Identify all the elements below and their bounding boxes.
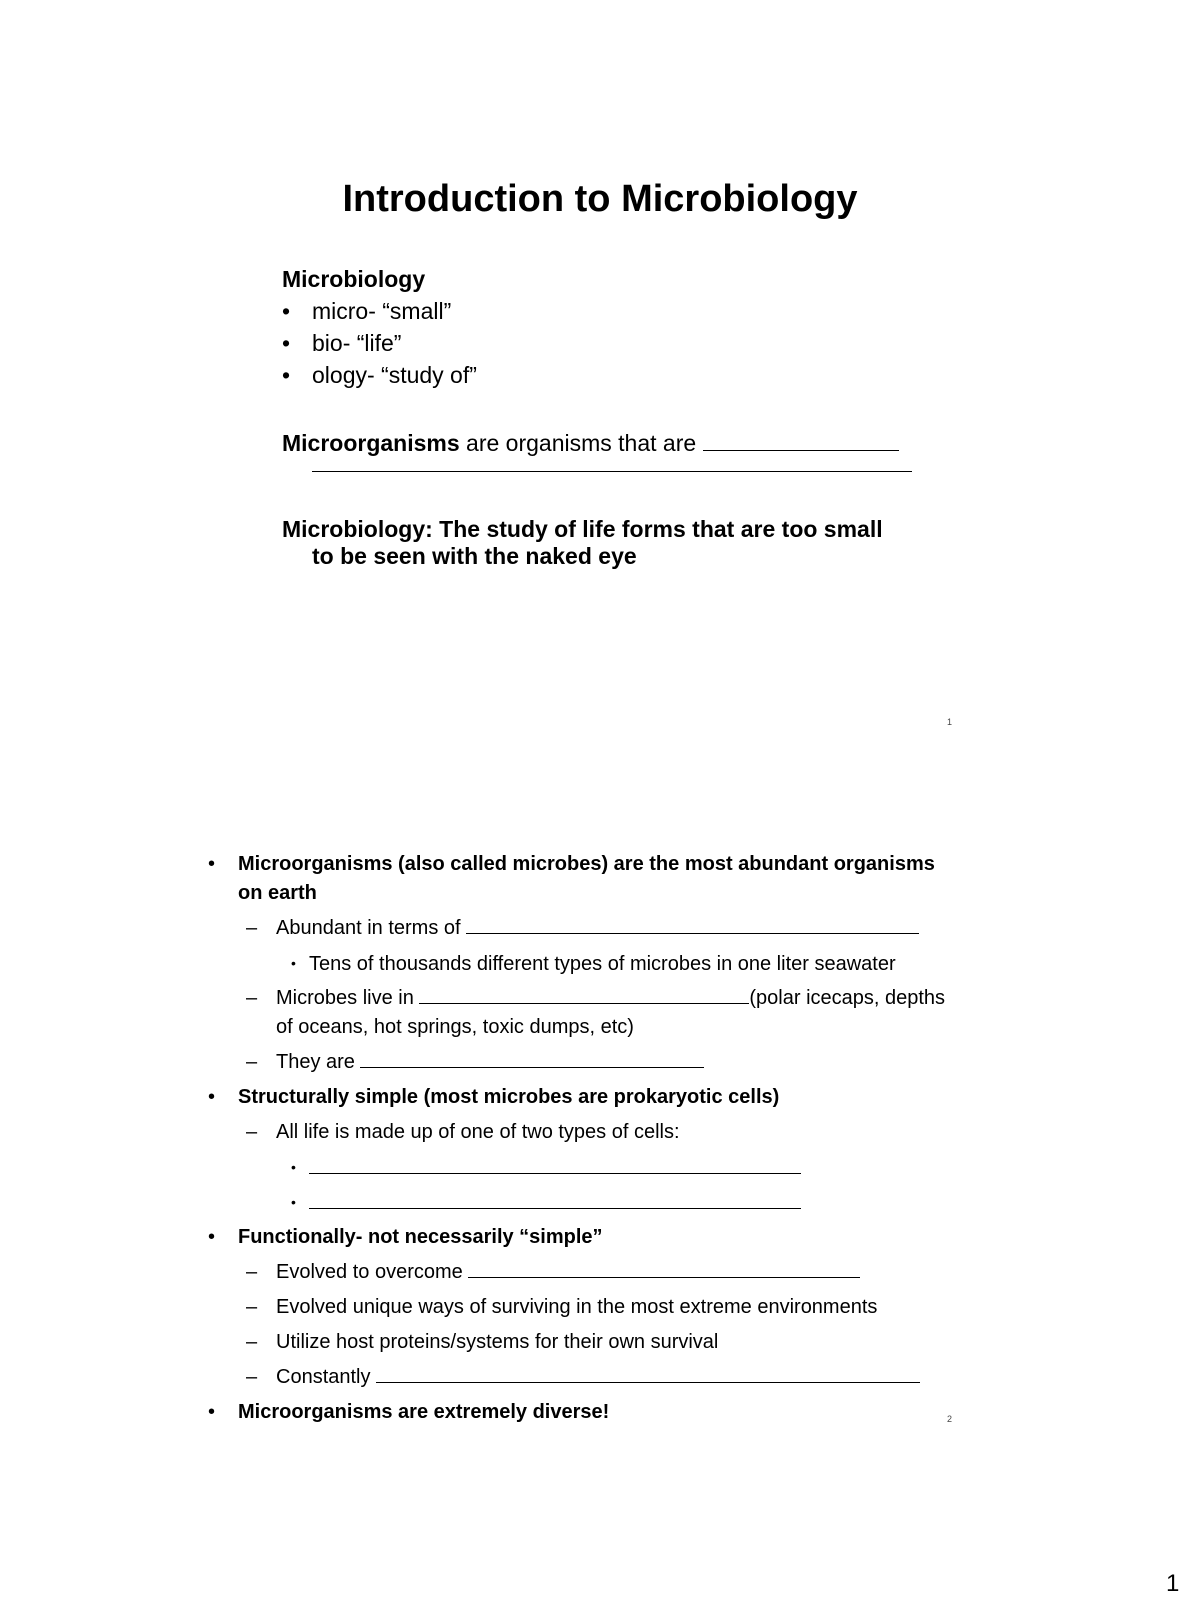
study-line: to be seen with the naked eye <box>312 543 637 569</box>
bullet-text: bio- “life” <box>312 330 402 356</box>
bullet-mark: • <box>291 1194 296 1210</box>
sub-text: Utilize host proteins/systems for their own survival <box>276 1331 719 1353</box>
slide-title: Introduction to Microbiology <box>342 178 858 220</box>
sub-continuation: of oceans, hot springs, toxic dumps, etc) <box>276 1016 634 1038</box>
bullet-mark: • <box>208 853 216 875</box>
sub-text: Evolved to overcome <box>276 1261 469 1283</box>
bullet-mark: • <box>208 1401 216 1423</box>
bullet-item <box>282 298 451 325</box>
fill-blank[interactable] <box>703 431 899 451</box>
study-line: Microbiology: The study of life forms that are too small <box>282 516 883 542</box>
sub-sub-item <box>291 1188 801 1218</box>
bullet-mark: • <box>208 1086 216 1108</box>
bullet-mark: • <box>282 330 291 356</box>
fill-blank[interactable] <box>309 1154 801 1174</box>
fill-blank[interactable] <box>376 1363 920 1383</box>
dash-mark: – <box>246 1296 258 1318</box>
sub-item <box>246 1363 920 1392</box>
sub-item <box>246 1328 718 1357</box>
dash-mark: – <box>246 917 258 939</box>
sub-text: They are <box>276 1051 361 1073</box>
bullet-mark: • <box>208 1226 216 1248</box>
section-heading: Microbiology <box>282 266 426 292</box>
dash-mark: – <box>246 1261 258 1283</box>
bullet-mark: • <box>282 362 291 388</box>
dash-mark: – <box>246 1051 258 1073</box>
fill-blank[interactable] <box>419 984 749 1004</box>
bullet-text: micro- “small” <box>312 298 452 324</box>
sub-text: Evolved unique ways of surviving in the most extreme environments <box>276 1296 878 1318</box>
sub-item <box>246 984 945 1013</box>
dash-mark: – <box>246 1331 258 1353</box>
definition-text: are organisms that are <box>459 430 703 456</box>
sub-item <box>246 1293 877 1322</box>
bullet-mark: • <box>282 298 291 324</box>
bullet-item <box>282 330 401 357</box>
slide-number: 2 <box>947 1414 953 1424</box>
study-definition <box>282 516 883 570</box>
bullet-text: Structurally simple (most microbes are prokaryotic cells) <box>238 1086 780 1108</box>
bullet-text: Functionally- not necessarily “simple” <box>238 1226 603 1248</box>
sub-text: (polar icecaps, depths <box>749 987 946 1009</box>
slide-number: 1 <box>947 717 953 727</box>
bullet-mark: • <box>291 1159 296 1175</box>
bullet-item <box>208 1223 603 1252</box>
sub-text: Constantly <box>276 1366 377 1388</box>
dash-mark: – <box>246 1121 258 1143</box>
bullet-text: ology- “study of” <box>312 362 477 388</box>
page-number: 1 <box>1166 1570 1180 1597</box>
bullet-item <box>282 362 477 389</box>
fill-blank[interactable] <box>466 914 919 934</box>
sub-sub-item <box>291 949 896 979</box>
bullet-item <box>208 850 935 879</box>
sub-sub-text: Tens of thousands different types of microbes in one liter seawater <box>309 953 896 975</box>
dash-mark: – <box>246 987 258 1009</box>
definition-sentence <box>282 430 899 457</box>
fill-blank[interactable] <box>312 471 912 472</box>
sub-item <box>246 914 919 943</box>
bullet-item <box>208 1398 609 1427</box>
fill-blank[interactable] <box>468 1258 860 1278</box>
fill-blank[interactable] <box>360 1048 704 1068</box>
bullet-item <box>208 1083 779 1112</box>
bullet-text: Microorganisms (also called microbes) are the most abundant organisms <box>238 853 935 875</box>
sub-text: Abundant in terms of <box>276 917 467 939</box>
definition-term: Microorganisms <box>282 430 460 456</box>
bullet-mark: • <box>291 955 296 971</box>
sub-text: All life is made up of one of two types of cells: <box>276 1121 680 1143</box>
sub-item <box>246 1118 680 1147</box>
bullet-text: Microorganisms are extremely diverse! <box>238 1401 610 1423</box>
sub-text: Microbes live in <box>276 987 420 1009</box>
sub-item <box>246 1048 704 1077</box>
fill-blank[interactable] <box>309 1189 801 1209</box>
sub-item <box>246 1258 860 1287</box>
bullet-continuation: on earth <box>238 882 317 904</box>
sub-sub-item <box>291 1153 801 1183</box>
dash-mark: – <box>246 1366 258 1388</box>
